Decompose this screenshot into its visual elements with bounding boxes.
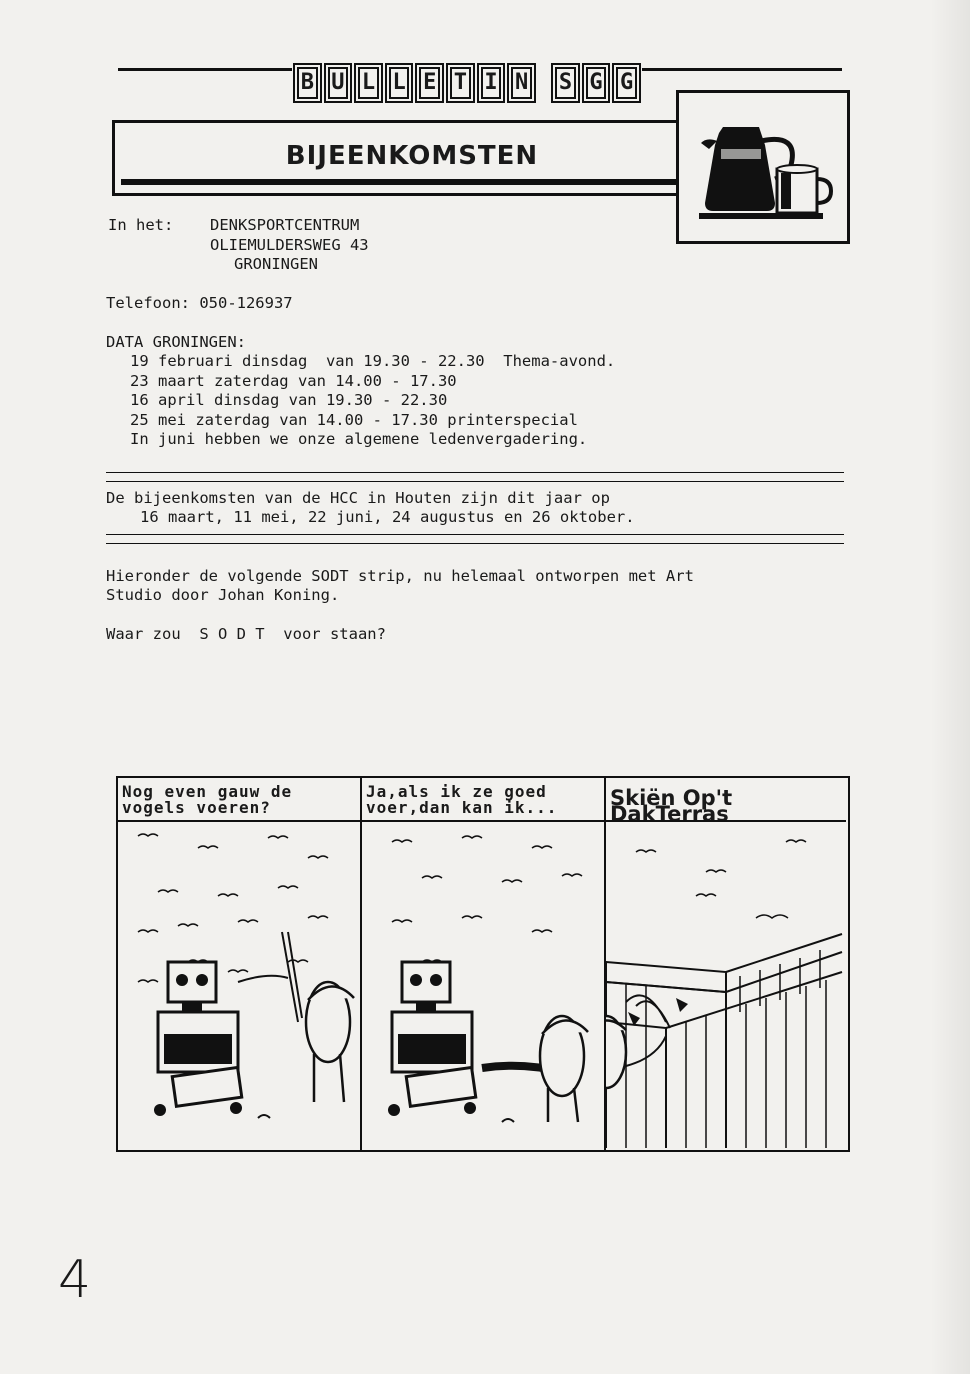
phone-number: Telefoon: 050-126937 <box>106 294 293 312</box>
address-line: DENKSPORTCENTRUM <box>210 216 360 234</box>
title-letter: S <box>551 63 580 103</box>
title-letter: G <box>582 63 611 103</box>
bird-icon <box>138 834 328 982</box>
character-icon <box>606 995 688 1088</box>
date-line: 25 mei zaterdag van 14.00 - 17.30 printerspecial <box>130 411 578 429</box>
date-line: 16 april dinsdag van 19.30 - 22.30 <box>130 391 448 409</box>
comic-art <box>362 822 604 1148</box>
comic-art <box>118 822 360 1148</box>
data-heading: DATA GRONINGEN: <box>106 333 246 351</box>
separator-rule <box>106 472 844 482</box>
panel-caption: vogels voeren? <box>122 798 271 817</box>
comic-art <box>606 822 846 1148</box>
comic-panel-3 <box>606 778 846 1150</box>
title-letter: U <box>324 63 353 103</box>
bulletin-title <box>292 60 642 106</box>
separator-rule <box>106 534 844 544</box>
comic-panel-2 <box>362 778 606 1150</box>
bird-icon <box>392 836 582 962</box>
address-line: GRONINGEN <box>234 255 318 273</box>
character-icon <box>482 1016 588 1122</box>
title-letter: L <box>385 63 414 103</box>
panel-caption: voer,dan kan ik... <box>366 798 558 817</box>
coffee-illustration <box>676 90 850 244</box>
building-icon <box>606 934 842 1148</box>
coffee-pot-icon <box>679 93 847 241</box>
title-letter: N <box>507 63 536 103</box>
sodt-question: Waar zou S O D T voor staan? <box>106 625 386 643</box>
title-letter: I <box>477 63 506 103</box>
date-line: 19 februari dinsdag van 19.30 - 22.30 Thema-avond. <box>130 352 616 370</box>
page-shadow <box>930 0 970 1374</box>
section-title: BIJEENKOMSTEN <box>285 141 539 171</box>
robot-icon <box>154 962 242 1116</box>
sodt-intro: Hieronder de volgende SODT strip, nu helemaal ontworpen met Art <box>106 567 694 585</box>
panel-caption: Ja,als ik ze goed <box>366 782 547 801</box>
date-line: 23 maart zaterdag van 14.00 - 17.30 <box>130 372 457 390</box>
hcc-dates: 16 maart, 11 mei, 22 juni, 24 augustus en 26 oktober. <box>140 508 635 526</box>
title-letter: E <box>415 63 444 103</box>
title-letter: L <box>354 63 383 103</box>
bird-icon <box>636 840 806 918</box>
sodt-intro: Studio door Johan Koning. <box>106 586 340 604</box>
panel-caption: Nog even gauw de <box>122 782 293 801</box>
title-letter: B <box>293 63 322 103</box>
address-label: In het: <box>108 216 174 234</box>
comic-strip <box>116 776 850 1152</box>
title-letter: T <box>446 63 475 103</box>
panel-caption: Skiën Op't DakTerras <box>610 786 733 826</box>
robot-icon <box>388 962 476 1116</box>
address-line: OLIEMULDERSWEG 43 <box>210 236 369 254</box>
comic-panel-1 <box>118 778 362 1150</box>
page-number: 4 <box>58 1250 92 1310</box>
hcc-text: De bijeenkomsten van de HCC in Houten zijn dit jaar op <box>106 489 610 507</box>
banner-rule <box>121 179 703 185</box>
title-letter: G <box>612 63 641 103</box>
date-line: In juni hebben we onze algemene ledenvergadering. <box>130 430 588 448</box>
section-banner <box>112 120 712 196</box>
